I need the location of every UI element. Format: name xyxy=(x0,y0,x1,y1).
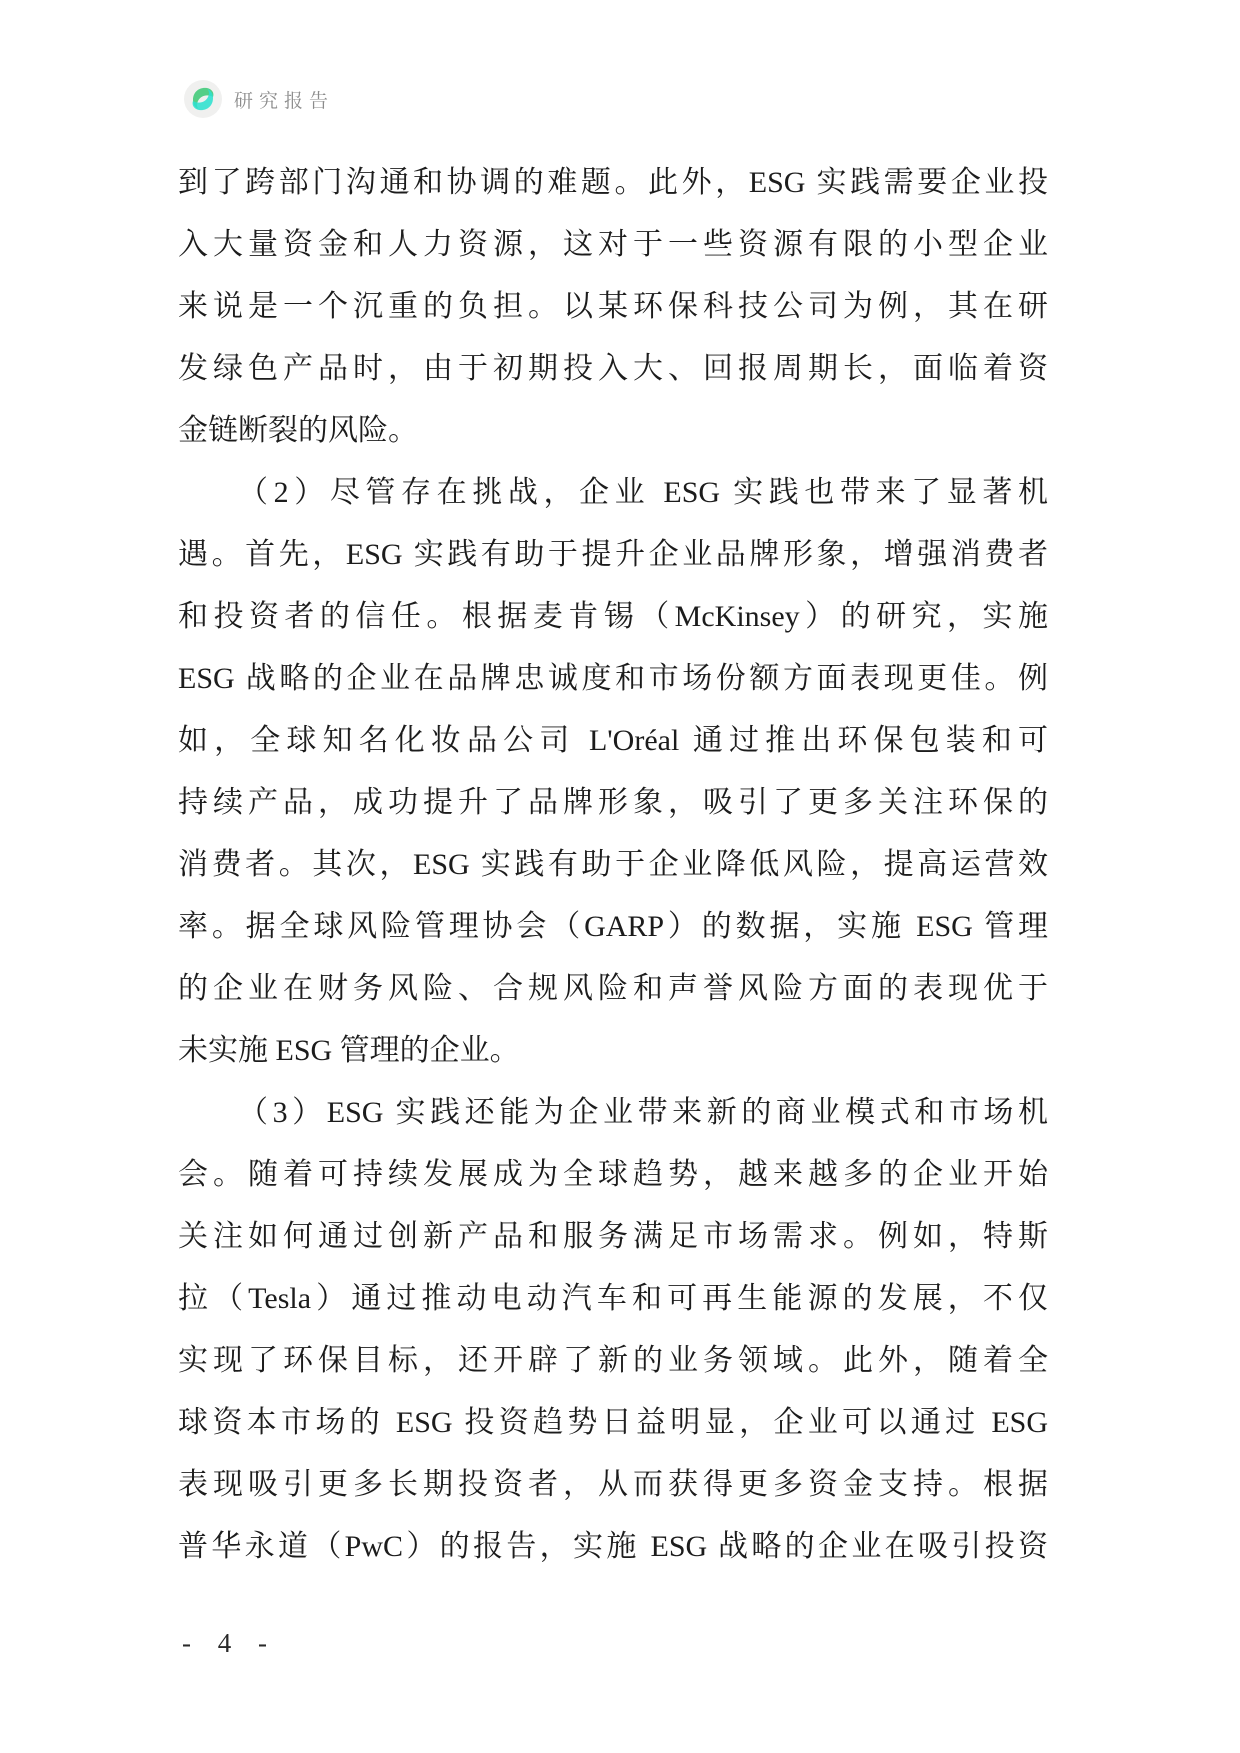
body-line: 拉（Tesla）通过推动电动汽车和可再生能源的发展，不仅 xyxy=(178,1282,1048,1315)
body-line: 消费者。其次，ESG 实践有助于企业降低风险，提高运营效 xyxy=(178,848,1048,881)
body-line: 率。据全球风险管理协会（GARP）的数据，实施 ESG 管理 xyxy=(178,910,1048,943)
document-body xyxy=(178,152,1048,1578)
body-line: 入大量资金和人力资源，这对于一些资源有限的小型企业 xyxy=(178,228,1048,261)
body-line: 表现吸引更多长期投资者，从而获得更多资金支持。根据 xyxy=(178,1468,1048,1501)
body-line-paragraph-start: （3）ESG 实践还能为企业带来新的商业模式和市场机 xyxy=(238,1096,1048,1129)
body-line: 来说是一个沉重的负担。以某环保科技公司为例，其在研 xyxy=(178,290,1048,323)
body-line: 如，全球知名化妆品公司 L'Oréal 通过推出环保包装和可 xyxy=(178,724,1048,757)
body-line: 未实施 ESG 管理的企业。 xyxy=(178,1034,520,1067)
body-line: 持续产品，成功提升了品牌形象，吸引了更多关注环保的 xyxy=(178,786,1048,819)
body-line: 到了跨部门沟通和协调的难题。此外，ESG 实践需要企业投 xyxy=(178,166,1048,199)
report-header xyxy=(184,80,334,118)
body-line: 发绿色产品时，由于初期投入大、回报周期长，面临着资 xyxy=(178,352,1048,385)
report-logo-icon xyxy=(184,80,222,118)
body-line: 和投资者的信任。根据麦肯锡（McKinsey）的研究，实施 xyxy=(178,600,1048,633)
body-line: 金链断裂的风险。 xyxy=(178,414,418,447)
body-line: 遇。首先，ESG 实践有助于提升企业品牌形象，增强消费者 xyxy=(178,538,1048,571)
body-line: ESG 战略的企业在品牌忠诚度和市场份额方面表现更佳。例 xyxy=(178,662,1048,695)
body-line: 球资本市场的 ESG 投资趋势日益明显，企业可以通过 ESG xyxy=(178,1406,1048,1439)
body-line: 普华永道（PwC）的报告，实施 ESG 战略的企业在吸引投资 xyxy=(178,1530,1048,1563)
page-number: - 4 - xyxy=(182,1628,277,1658)
body-line: 实现了环保目标，还开辟了新的业务领域。此外，随着全 xyxy=(178,1344,1048,1377)
report-brand-label: 研究报告 xyxy=(234,90,335,112)
body-line: 的企业在财务风险、合规风险和声誉风险方面的表现优于 xyxy=(178,972,1048,1005)
body-line: 会。随着可持续发展成为全球趋势，越来越多的企业开始 xyxy=(178,1158,1048,1191)
body-line-paragraph-start: （2）尽管存在挑战，企业 ESG 实践也带来了显著机 xyxy=(238,476,1048,509)
body-line: 关注如何通过创新产品和服务满足市场需求。例如，特斯 xyxy=(178,1220,1048,1253)
